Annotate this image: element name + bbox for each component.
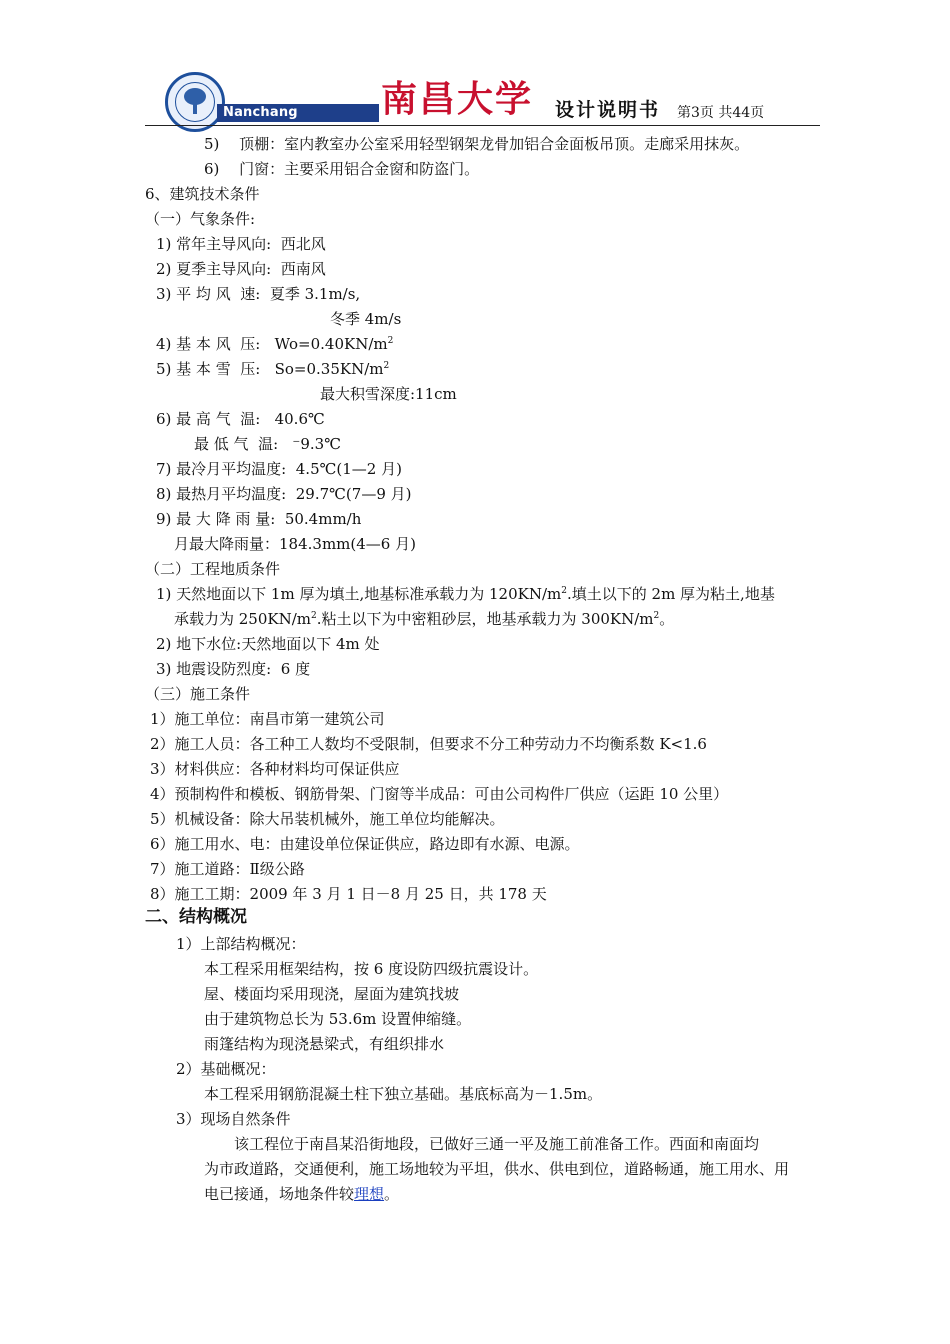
text-line: 5) 顶棚：室内教室办公室采用轻型钢架龙骨加铝合金面板吊顶。走廊采用抹灰。: [204, 135, 750, 153]
text-line: 1）上部结构概况：: [176, 935, 306, 953]
text-line: 该工程位于南昌某沿街地段，已做好三通一平及施工前准备工作。西面和南面均: [234, 1135, 760, 1153]
text-line: 本工程采用钢筋混凝土柱下独立基础。基底标高为－1.5m。: [204, 1085, 603, 1103]
document-title: 设计说明书: [555, 99, 661, 121]
text-line: 2) 地下水位:天然地面以下 4m 处: [156, 635, 380, 653]
section-heading: 6、建筑技术条件: [145, 185, 260, 203]
text-line: 为市政道路，交通便利，施工场地较为平坦，供水、供电到位，道路畅通，施工用水、用: [204, 1160, 790, 1178]
line-text: .粘土以下为中密粗砂层，地基承载力为 300KN/m: [316, 610, 654, 628]
line-text: 电已接通，场地条件较: [204, 1185, 355, 1203]
text-line: 雨篷结构为现浇悬梁式，有组织排水: [204, 1035, 445, 1053]
text-line: 6) 最 高 气 温: 40.6℃: [156, 410, 325, 428]
text-line: 最大积雪深度:11cm: [320, 385, 457, 403]
text-line: 屋、楼面均采用现浇，屋面为建筑找坡: [204, 985, 460, 1003]
page-header: [145, 64, 820, 138]
text-line: [156, 334, 393, 354]
line-text: 4) 基 本 风 压: Wo=0.40KN/m: [156, 335, 388, 353]
subsection-heading: （二）工程地质条件: [145, 560, 281, 578]
text-line: 4）预制构件和模板、钢筋骨架、门窗等半成品：可由公司构件厂供应（运距 10 公里）: [150, 785, 729, 803]
header-divider: [145, 125, 820, 126]
text-line: 2）基础概况：: [176, 1060, 276, 1078]
superscript: 2: [387, 336, 394, 346]
text-line: 本工程采用框架结构，按 6 度设防四级抗震设计。: [204, 960, 539, 978]
text-line: [156, 584, 775, 604]
superscript: 2: [653, 611, 660, 621]
text-line: 1) 常年主导风向: 西北风: [156, 235, 326, 253]
text-line: [174, 609, 674, 629]
chapter-heading: 二、结构概况: [145, 907, 247, 927]
text-line: 最 低 气 温: ⁻9.3℃: [194, 435, 341, 453]
university-name-en: Nanchang University: [217, 104, 379, 122]
text-line: 由于建筑物总长为 53.6m 设置伸缩缝。: [204, 1010, 472, 1028]
text-line: 3) 地震设防烈度: 6 度: [156, 660, 311, 678]
tree-trunk-shape: [193, 103, 197, 114]
text-line: 6) 门窗：主要采用铝合金窗和防盗门。: [204, 160, 480, 178]
text-line: 3）材料供应：各种材料均可保证供应: [150, 760, 400, 778]
text-line: 3）现场自然条件: [176, 1110, 291, 1128]
text-line: 6）施工用水、电：由建设单位保证供应，路边即有水源、电源。: [150, 835, 580, 853]
superscript: 2: [383, 361, 390, 371]
line-text: 。: [659, 610, 675, 628]
text-line: 3) 平 均 风 速: 夏季 3.1m/s,: [156, 285, 361, 303]
university-seal-logo: [165, 72, 225, 132]
line-text: .填土以下的 2m 厚为粘土,地基: [566, 585, 775, 603]
page-number-info: 第3页 共44页: [677, 105, 765, 121]
text-line: 2) 夏季主导风向: 西南风: [156, 260, 326, 278]
text-line: [156, 359, 389, 379]
text-line: 1）施工单位：南昌市第一建筑公司: [150, 710, 385, 728]
line-text: 承载力为 250KN/m: [174, 610, 312, 628]
university-name-cn: 南昌大学: [381, 79, 534, 120]
subsection-heading: （三）施工条件: [145, 685, 251, 703]
superscript: 2: [311, 611, 317, 621]
text-line: [204, 1184, 399, 1204]
subsection-heading: （一）气象条件:: [145, 210, 256, 228]
text-line: 5）机械设备：除大吊装机械外，施工单位均能解决。: [150, 810, 505, 828]
hyperlink[interactable]: 理想: [354, 1185, 385, 1203]
text-line: 7）施工道路：Ⅱ级公路: [150, 860, 305, 878]
text-line: 9) 最 大 降 雨 量: 50.4mm/h: [156, 510, 362, 528]
text-line: 8) 最热月平均温度: 29.7℃(7—9 月): [156, 485, 412, 503]
line-text: 5) 基 本 雪 压: So=0.35KN/m: [156, 360, 384, 378]
text-line: 冬季 4m/s: [330, 310, 402, 328]
text-line: 2）施工人员：各工种工人数均不受限制，但要求不分工种劳动力不均衡系数 K<1.6: [150, 735, 707, 753]
text-line: 8）施工工期：2009 年 3 月 1 日－8 月 25 日，共 178 天: [150, 885, 547, 903]
line-text: 1) 天然地面以下 1m 厚为填土,地基标准承载力为 120KN/m: [156, 585, 562, 603]
text-line: 月最大降雨量：184.3mm(4—6 月): [174, 535, 416, 553]
seal-tree-emblem: [175, 82, 215, 122]
line-text: 。: [384, 1185, 400, 1203]
superscript: 2: [561, 586, 567, 596]
text-line: 7) 最冷月平均温度: 4.5℃(1—2 月): [156, 460, 402, 478]
